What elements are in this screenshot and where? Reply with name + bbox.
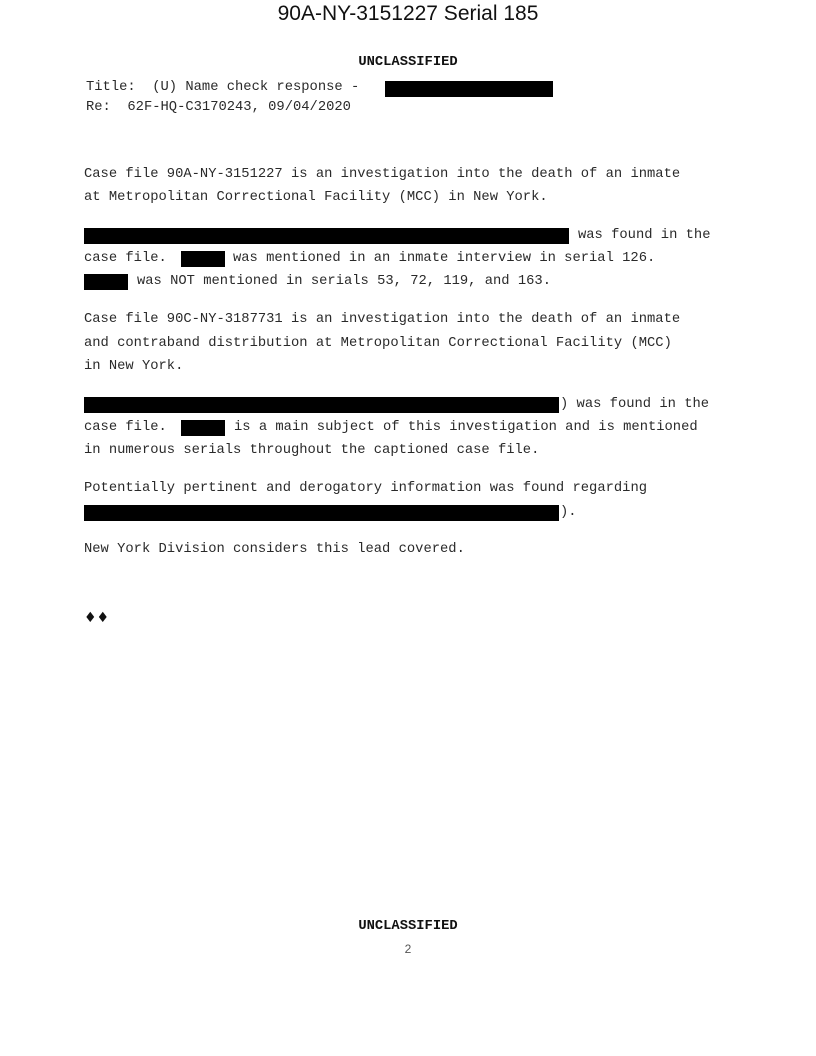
- paragraph-3-line-1: Case file 90C-NY-3187731 is an investigation into the death of an inmate: [84, 312, 681, 327]
- redaction-block: [84, 228, 569, 244]
- redaction-block: [181, 251, 225, 267]
- paragraph-1-line-2: at Metropolitan Correctional Facility (MCC) in New York.: [84, 190, 548, 205]
- redaction-block: [385, 81, 553, 97]
- page-number: 2: [404, 942, 412, 956]
- redaction-block: [84, 505, 559, 521]
- paragraph-3-line-3: in New York.: [84, 359, 184, 374]
- paragraph-2-line-1: was found in the: [578, 228, 711, 243]
- paragraph-4-line-2a: case file.: [84, 420, 167, 435]
- memo-title-line: Title: (U) Name check response -: [86, 80, 360, 95]
- redaction-block: [84, 397, 559, 413]
- memo-re-line: Re: 62F-HQ-C3170243, 09/04/2020: [86, 100, 351, 115]
- paragraph-6-line-1: New York Division considers this lead covered.: [84, 542, 465, 557]
- classification-marking-top: UNCLASSIFIED: [358, 55, 458, 70]
- paragraph-2-line-2b: was mentioned in an inmate interview in serial 126.: [233, 251, 656, 266]
- classification-marking-bottom: UNCLASSIFIED: [358, 919, 458, 934]
- paragraph-2-line-2a: case file.: [84, 251, 167, 266]
- paragraph-5-line-2: ).: [560, 505, 577, 520]
- paragraph-3-line-2: and contraband distribution at Metropolitan Correctional Facility (MCC): [84, 336, 672, 351]
- redaction-block: [84, 274, 128, 290]
- paragraph-5-line-1: Potentially pertinent and derogatory information was found regarding: [84, 481, 648, 496]
- paragraph-1-line-1: Case file 90A-NY-3151227 is an investigation into the death of an inmate: [84, 167, 681, 182]
- redaction-block: [181, 420, 225, 436]
- paragraph-2-line-3: was NOT mentioned in serials 53, 72, 119, and 163.: [137, 274, 551, 289]
- end-of-text-mark: ♦♦: [84, 610, 110, 626]
- paragraph-4-line-1: ) was found in the: [560, 397, 710, 412]
- paragraph-4-line-2b: is a main subject of this investigation and is mentioned: [234, 420, 698, 435]
- document-serial-title: 90A-NY-3151227 Serial 185: [277, 2, 539, 25]
- paragraph-4-line-3: in numerous serials throughout the captioned case file.: [84, 443, 540, 458]
